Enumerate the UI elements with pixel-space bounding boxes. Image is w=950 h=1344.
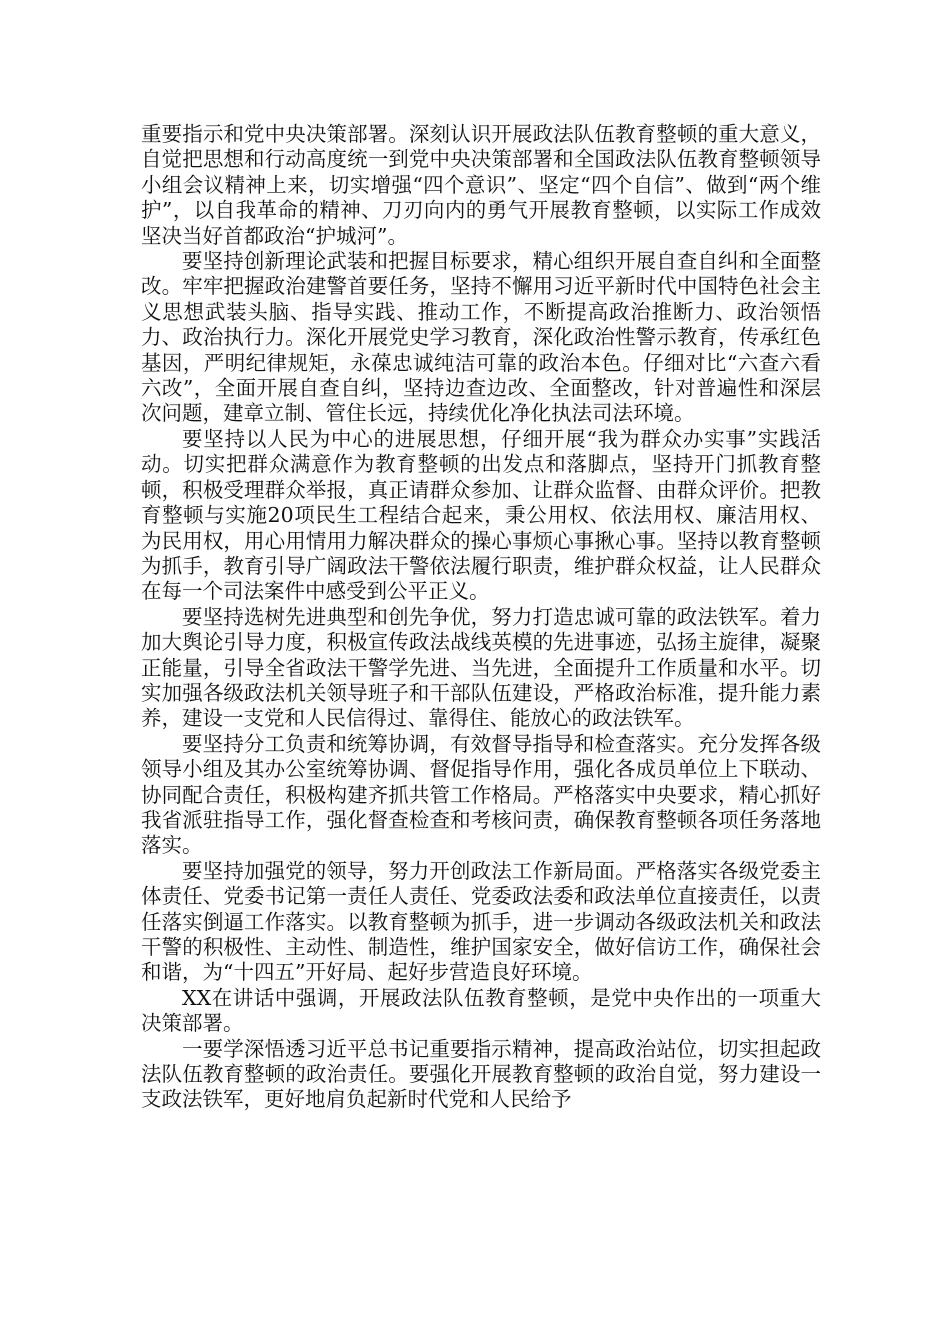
paragraph-7: XX在讲话中强调，开展政法队伍教育整顿，是党中央作出的一项重大决策部署。	[141, 985, 821, 1036]
paragraph-5: 要坚持分工负责和统筹协调，有效督导指导和检查落实。充分发挥各级领导小组及其办公室统筹协调、督促指导作用，强化各成员单位上下联动、协同配合责任，积极构建齐抓共管工作格局。严格落实中央要求，精心抓好我省派驻指导工作，强化督查检查和考核问责，确保教育整顿各项任务落地落实。	[141, 731, 821, 858]
paragraph-1: 重要指示和党中央决策部署。深刻认识开展政法队伍教育整顿的重大意义，自觉把思想和行动高度统一到党中央决策部署和全国政法队伍教育整顿领导小组会议精神上来，切实增强“四个意识”、坚定“四个自信”、做到“两个维护”，以自我革命的精神、刀刃向内的勇气开展教育整顿，以实际工作成效坚决当好首都政治“护城河”。	[141, 122, 821, 248]
document-body	[141, 122, 821, 1113]
paragraph-2: 要坚持创新理论武装和把握目标要求，精心组织开展自查自纠和全面整改。牢牢把握政治建警首要任务，坚持不懈用习近平新时代中国特色社会主义思想武装头脑、指导实践、推动工作，不断提高政治推断力、政治领悟力、政治执行力。深化开展党史学习教育，深化政治性警示教育，传承红色基因，严明纪律规矩，永葆忠诚纯洁可靠的政治本色。仔细对比“六查六看六改”，全面开展自查自纠，坚持边查边改、全面整改，针对普遍性和深层次问题，建章立制、管住长远，持续优化净化执法司法环境。	[141, 249, 821, 426]
paragraph-8: 一要学深悟透习近平总书记重要指示精神，提高政治站位，切实担起政法队伍教育整顿的政治责任。要强化开展教育整顿的政治自觉，努力建设一支政法铁军，更好地肩负起新时代党和人民给予	[141, 1036, 821, 1112]
paragraph-4: 要坚持选树先进典型和创先争优，努力打造忠诚可靠的政法铁军。着力加大舆论引导力度，积极宣传政法战线英模的先进事迹，弘扬主旋律，凝聚正能量，引导全省政法干警学先进、当先进，全面提升工作质量和水平。切实加强各级政法机关领导班子和干部队伍建设，严格政治标准，提升能力素养，建设一支党和人民信得过、靠得住、能放心的政法铁军。	[141, 604, 821, 731]
paragraph-6: 要坚持加强党的领导，努力开创政法工作新局面。严格落实各级党委主体责任、党委书记第一责任人责任、党委政法委和政法单位直接责任，以责任落实倒逼工作落实。以教育整顿为抓手，进一步调动各级政法机关和政法干警的积极性、主动性、制造性，维护国家安全，做好信访工作，确保社会和谐，为“十四五”开好局、起好步营造良好环境。	[141, 858, 821, 985]
paragraph-3: 要坚持以人民为中心的进展思想，仔细开展“我为群众办实事”实践活动。切实把群众满意作为教育整顿的出发点和落脚点，坚持开门抓教育整顿，积极受理群众举报，真正请群众参加、让群众监督、由群众评价。把教育整顿与实施20项民生工程结合起来，秉公用权、依法用权、廉洁用权、为民用权，用心用情用力解决群众的操心事烦心事揪心事。坚持以教育整顿为抓手，教育引导广阔政法干警依法履行职责，维护群众权益，让人民群众在每一个司法案件中感受到公平正义。	[141, 426, 821, 604]
